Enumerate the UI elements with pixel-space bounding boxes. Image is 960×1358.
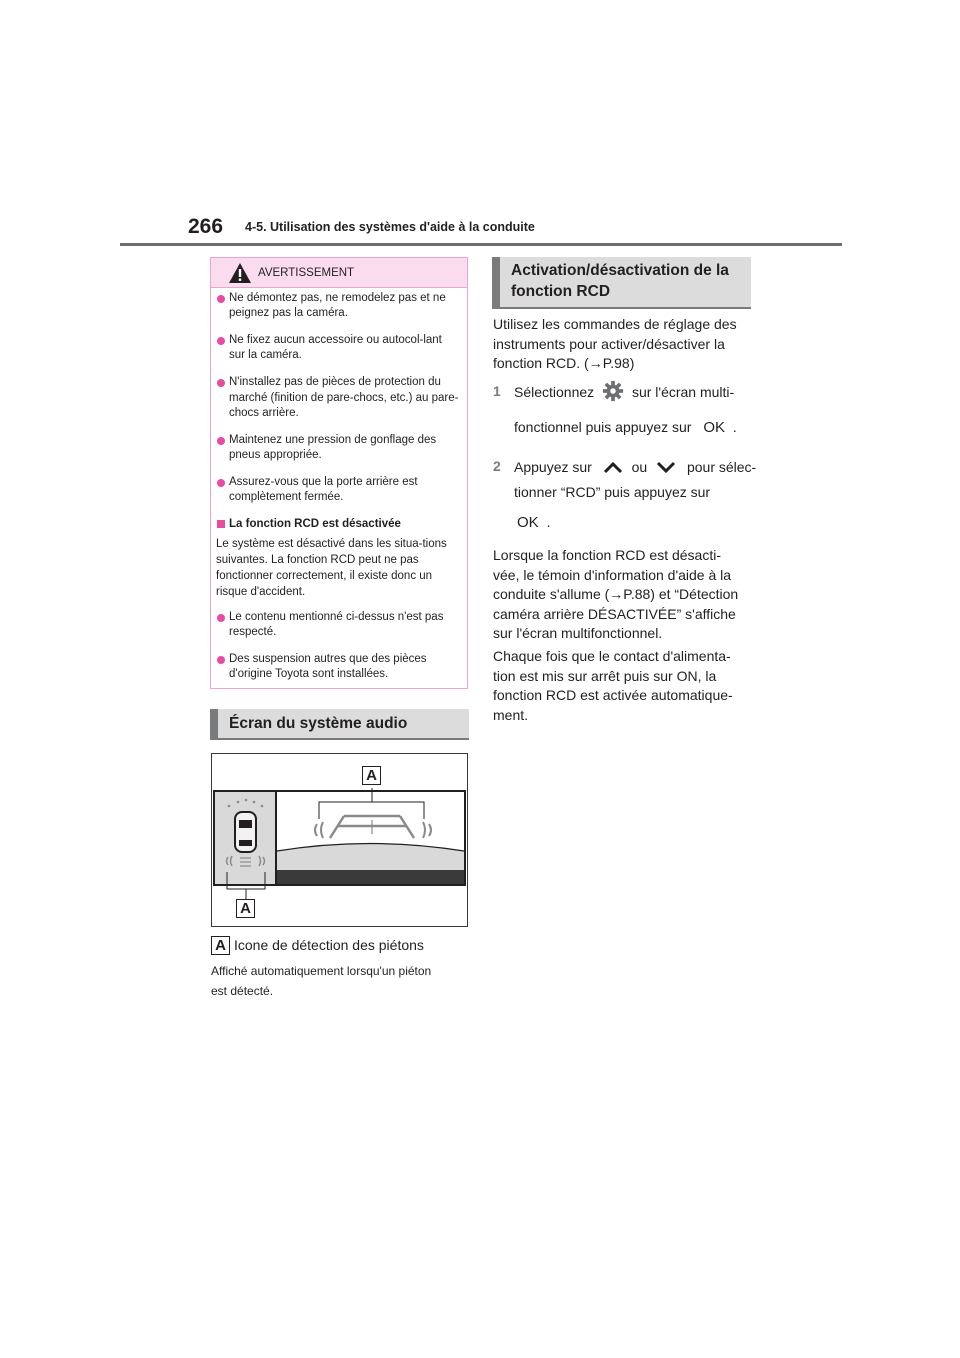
para2-line: Lorsque la fonction RCD est désacti-	[493, 547, 721, 563]
caption-description-line1: Affiché automatiquement lorsqu'un piéton	[211, 964, 432, 978]
gear-icon	[602, 380, 624, 402]
chevron-down-icon	[655, 460, 677, 474]
warning-item-text: Des suspension autres que des pièces d'origine Toyota sont installées.	[229, 653, 427, 680]
step-2-number: 2	[493, 458, 501, 474]
bullet-icon	[217, 479, 225, 487]
para3-line: ment.	[493, 706, 529, 723]
step-2-or: ou	[631, 459, 648, 475]
step-2-line3	[514, 513, 550, 532]
rcd-intro-line1: Utilisez les commandes de réglage des	[493, 316, 737, 332]
para3-line: Chaque fois que le contact d'alimenta-	[493, 648, 731, 664]
section-title: 4-5. Utilisation des systèmes d'aide à la conduite	[245, 220, 535, 234]
step-1-text-b: sur l'écran multi-	[631, 384, 735, 400]
callout-label-top: A	[362, 766, 381, 785]
ok-button-icon: OK	[517, 514, 539, 531]
warning-item	[217, 610, 467, 640]
warning-title: AVERTISSEMENT	[258, 267, 355, 279]
rcd-section-heading	[492, 257, 751, 309]
rcd-intro-line3: fonction RCD. (→P.98)	[493, 355, 635, 371]
bullet-icon	[217, 379, 225, 387]
step-1-end: .	[732, 419, 737, 435]
page-number: 266	[188, 215, 224, 238]
para3-line: fonction RCD est activée automatique-	[493, 687, 733, 703]
caption-text: Icone de détection des piétons	[234, 937, 424, 953]
rcd-paragraph-2	[493, 546, 738, 644]
warning-item	[217, 375, 467, 422]
step-2-line1	[514, 458, 756, 477]
warning-item-text: Assurez-vous que la porte arrière est complètement fermée.	[229, 476, 418, 503]
para2-line: sur l'écran multifonctionnel.	[493, 625, 663, 641]
warning-header	[211, 258, 467, 288]
camera-screen-figure	[211, 753, 468, 927]
warning-item-text: Ne démontez pas, ne remodelez pas et ne peignez pas la caméra.	[229, 292, 446, 319]
warning-item-text: Ne fixez aucun accessoire ou autocol-lant sur la caméra.	[229, 334, 442, 361]
bullet-icon	[217, 337, 225, 345]
bullet-icon	[217, 656, 225, 664]
bullet-icon	[217, 614, 225, 622]
square-bullet-icon	[217, 520, 225, 528]
warning-subheading	[217, 517, 467, 532]
step-2-line2: tionner “RCD” puis appuyez sur	[514, 484, 711, 500]
rcd-intro	[493, 315, 737, 374]
figure-caption	[211, 936, 471, 956]
para2-line: conduite s'allume (→P.88) et “Détection	[493, 586, 739, 602]
step-1-line2	[514, 418, 737, 437]
warning-item	[217, 333, 467, 363]
warning-triangle-icon	[228, 262, 252, 284]
para2-line: vée, le témoin d'information d'aide à la	[493, 566, 732, 583]
warning-sub-text: Le système est désactivé dans les situa-tions suivantes. La fonction RCD peut ne pas fonctionner correctement, il existe donc un risque d'accident.	[216, 538, 447, 598]
warning-item-text: Maintenez une pression de gonflage des pneus appropriée.	[229, 434, 437, 461]
caption-description-line2: est détecté.	[211, 984, 274, 998]
para2-line: caméra arrière DÉSACTIVÉE” s'affiche	[493, 605, 736, 622]
step-2-text-b: pour sélec-	[686, 459, 757, 475]
rcd-paragraph-3	[493, 647, 733, 725]
step-1-text-a: Sélectionnez	[514, 384, 595, 400]
ok-button-icon: OK	[703, 419, 726, 436]
bullet-icon	[217, 295, 225, 303]
header-divider	[120, 243, 842, 246]
rcd-heading-line1: Activation/désactivation de la	[511, 262, 729, 279]
warning-item-text: Le contenu mentionné ci-dessus n'est pas respecté.	[229, 611, 444, 638]
warning-item	[217, 475, 467, 505]
bullet-icon	[217, 437, 225, 445]
step-2-end: .	[546, 514, 551, 530]
chevron-up-icon	[602, 460, 624, 474]
step-1-number: 1	[493, 383, 501, 399]
warning-item-text: N'installez pas de pièces de protection du marché (finition de pare-chocs, etc.) au pare-chocs arrière.	[229, 376, 459, 419]
step-1-line1	[514, 383, 734, 402]
rcd-intro-line2: instruments pour activer/désactiver la	[493, 335, 725, 352]
para3-line: tion est mis sur arrêt puis sur ON, la	[493, 667, 717, 684]
warning-subheading-text: La fonction RCD est désactivée	[229, 518, 401, 530]
warning-item	[217, 433, 467, 463]
warning-item	[217, 291, 467, 321]
step-2-text-a: Appuyez sur	[514, 459, 592, 475]
audio-section-heading: Écran du système audio	[210, 709, 469, 740]
warning-item	[217, 652, 467, 682]
callout-label-bottom: A	[236, 899, 255, 918]
rcd-heading-line2: fonction RCD	[511, 283, 611, 300]
caption-label: A	[211, 936, 230, 955]
step-1-text-c: fonctionnel puis appuyez sur	[514, 419, 692, 435]
